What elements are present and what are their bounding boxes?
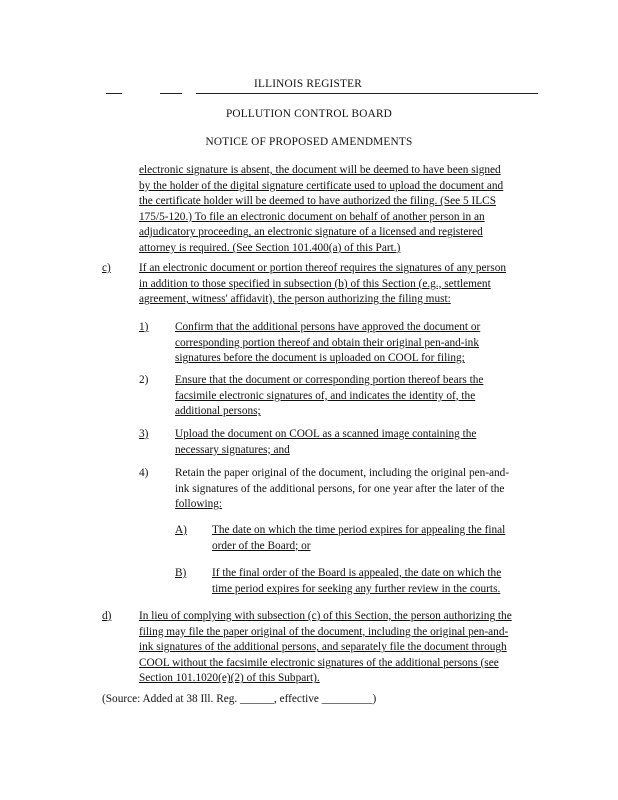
intro-line: electronic signature is absent, the document will be deemed to have been signed	[139, 164, 501, 176]
subsection-d-line: filing may file the paper original of the document, including the original pen-and-	[139, 625, 509, 638]
intro-line: attorney is required. (See Section 101.400(a) of this Part.)	[139, 241, 401, 254]
header-mark-left	[106, 93, 122, 94]
item-2-line: Ensure that the document or corresponding portion thereof bears the	[175, 374, 484, 386]
subsection-c-label: c)	[102, 262, 111, 274]
item-1-line: corresponding portion thereof and obtain their original pen-and-ink	[175, 336, 479, 349]
intro-paragraph	[139, 163, 539, 257]
item-3-text	[175, 427, 535, 458]
subsection-d-line: In lieu of complying with subsection (c) of this Section, the person authorizing the	[139, 610, 512, 622]
header-mark-mid	[160, 93, 182, 94]
item-3-line: Upload the document on COOL as a scanned image containing the	[175, 428, 477, 440]
notice-title: NOTICE OF PROPOSED AMENDMENTS	[205, 136, 413, 148]
header-rule	[196, 93, 538, 94]
item-4-label: 4)	[139, 467, 149, 479]
item-2-text	[175, 373, 535, 420]
item-1-text	[175, 320, 535, 367]
item-2-line: facsimile electronic signatures of, and indicates the identity of, the	[175, 389, 476, 402]
item-3-label: 3)	[139, 428, 149, 440]
subsection-d-line: ink signatures of the additional persons, and separately file the document through	[139, 641, 507, 654]
source-note: (Source: Added at 38 Ill. Reg. ______, effective _________)	[102, 693, 377, 705]
item-1-label: 1)	[139, 321, 149, 333]
item-4-line: following:	[175, 498, 223, 511]
subsection-d-line: COOL without the facsimile electronic signatures of the additional persons (see	[139, 656, 499, 669]
subsection-d-text	[139, 609, 539, 687]
subitem-b-line: If the final order of the Board is appealed, the date on which the	[212, 567, 502, 579]
intro-line: the certificate holder will be deemed to have authorized the filing. (See 5 ILCS	[139, 195, 496, 208]
subsection-c-line: in addition to those specified in subsection (b) of this Section (e.g., settlement	[139, 277, 491, 290]
item-1-line: signatures before the document is uploaded on COOL for filing;	[175, 352, 465, 365]
subsection-c-text	[139, 261, 539, 308]
item-3-line: necessary signatures; and	[175, 443, 290, 456]
subsection-c-line: agreement, witness' affidavit), the person authorizing the filing must:	[139, 293, 451, 306]
subitem-b-text	[212, 566, 538, 597]
intro-line: adjudicatory proceeding, an electronic signature of a licensed and registered	[139, 226, 483, 239]
subsection-c-line: If an electronic document or portion thereof requires the signatures of any person	[139, 262, 507, 274]
subitem-a-text	[212, 523, 538, 554]
item-4-line: ink signatures of the additional persons, for one year after the later of the	[175, 482, 505, 495]
item-2-line: additional persons;	[175, 405, 261, 418]
item-4-line: Retain the paper original of the document, including the original pen-and-	[175, 467, 510, 479]
subitem-a-line: The date on which the time period expires for appealing the final	[212, 524, 506, 536]
register-title: ILLINOIS REGISTER	[254, 78, 362, 90]
board-title: POLLUTION CONTROL BOARD	[225, 108, 393, 120]
item-1-line: Confirm that the additional persons have approved the document or	[175, 321, 481, 333]
item-4-text	[175, 466, 537, 513]
intro-line: 175/5-120.) To file an electronic document on behalf of another person in an	[139, 210, 485, 223]
subsection-d-label: d)	[102, 610, 112, 622]
subitem-b-line: time period expires for seeking any further review in the courts.	[212, 582, 501, 595]
intro-line: by the holder of the digital signature certificate used to upload the document and	[139, 179, 504, 192]
subitem-a-label: A)	[175, 524, 187, 536]
subitem-a-line: order of the Board; or	[212, 539, 311, 552]
item-2-label: 2)	[139, 374, 149, 386]
subitem-b-label: B)	[175, 567, 187, 579]
subsection-d-line: Section 101.1020(e)(2) of this Subpart).	[139, 672, 320, 685]
